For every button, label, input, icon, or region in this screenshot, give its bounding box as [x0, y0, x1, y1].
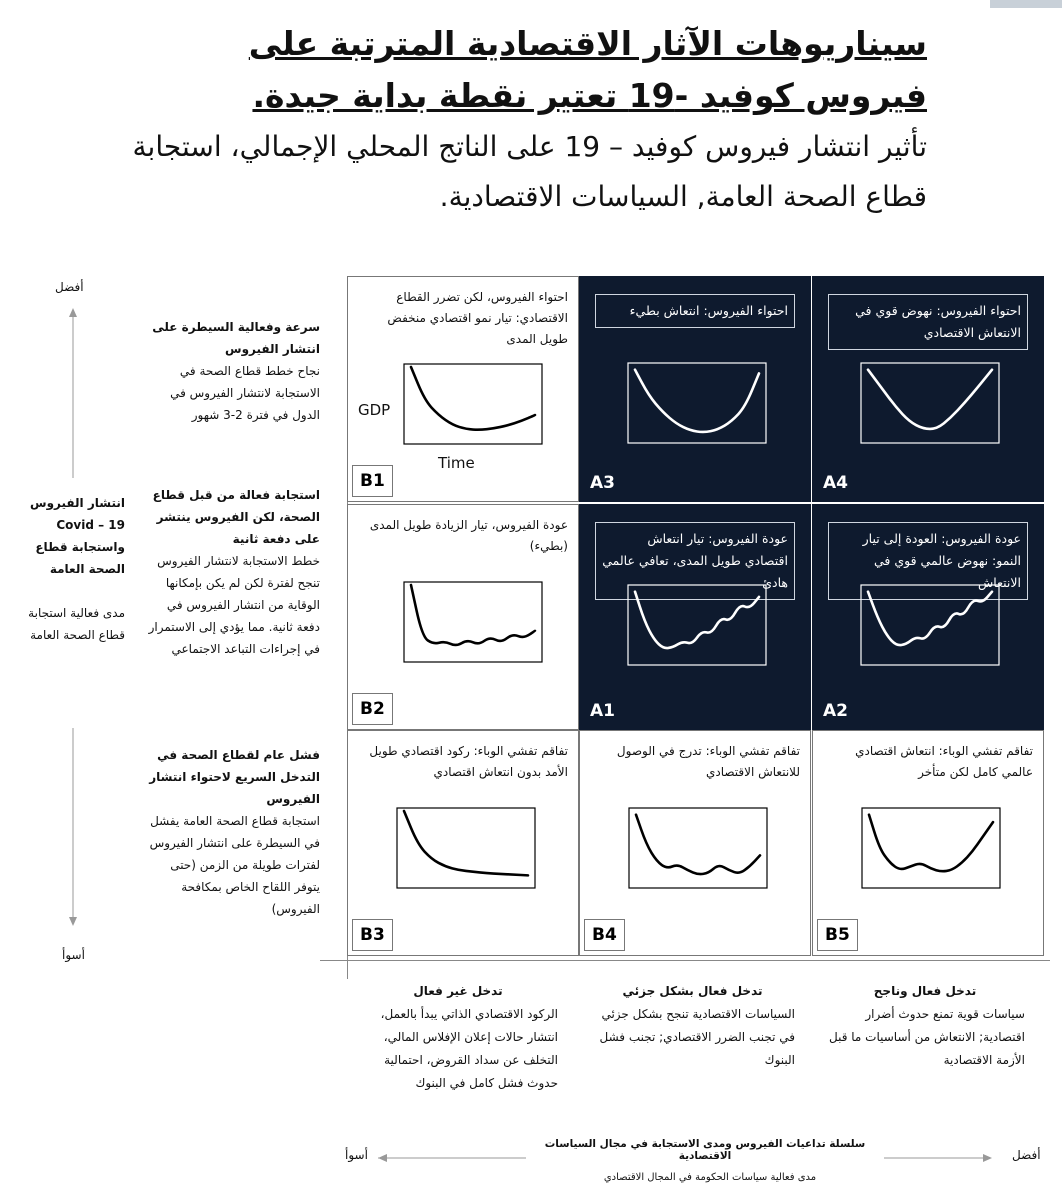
gdp-curve-chart — [628, 807, 768, 889]
row-label-2 — [145, 484, 320, 660]
row-body: استجابة قطاع الصحة العامة يفشل في السيطرة على انتشار الفيروس لفترات طويلة من الزمن (حتى يتوفر اللقاح الخاص بمكافحة الفيروس) — [149, 814, 320, 916]
chart-frame — [397, 808, 535, 888]
grid-line — [320, 960, 1050, 961]
gdp-curve-line — [636, 815, 760, 874]
gdp-curve-chart — [403, 363, 543, 445]
corner-accent — [990, 0, 1062, 8]
gdp-curve-chart — [860, 362, 1000, 444]
scenario-description: تفاقم تفشي الوباء: تدرج في الوصول للانتعاش الاقتصادي — [616, 744, 800, 779]
row-heading: استجابة فعالة من قبل قطاع الصحة، لكن الفيروس ينتشر على دفعة ثانية — [152, 488, 320, 546]
row-body: نجاح خطط قطاع الصحة في الاستجابة لانتشار الفيروس في الدول في فترة 2-3 شهور — [170, 364, 320, 422]
scenario-code: B4 — [584, 919, 625, 951]
time-axis-label: Time — [438, 454, 475, 472]
column-heading: تدخل غير فعال — [413, 984, 503, 998]
y-axis-top-label: أفضل — [55, 280, 84, 294]
scenario-code: B1 — [352, 465, 393, 497]
column-label-3 — [825, 980, 1025, 1072]
column-heading: تدخل فعال وناجح — [873, 984, 977, 998]
column-body: السياسات الاقتصادية تنجح بشكل جزئي في تجنب الضرر الاقتصادي; تجنب فشل البنوك — [599, 1007, 795, 1067]
row-heading: سرعة وفعالية السيطرة على انتشار الفيروس — [152, 320, 320, 356]
row-label-1 — [145, 316, 320, 426]
gdp-curve-line — [404, 811, 528, 875]
chart-frame — [861, 363, 999, 443]
gdp-axis-label: GDP — [358, 401, 391, 419]
scenario-cell-a1 — [579, 504, 811, 730]
row-body: خطط الاستجابة لانتشار الفيروس تنجح لفترة لكن لم يكن بإمكانها الوقاية من انتشار الفيروس في دفعة ثانية. مما يؤدي إلى الاستمرار في إجراءات التباعد الاجتماعي — [148, 554, 320, 656]
column-label-1 — [358, 980, 558, 1095]
scenario-description: تفاقم تفشي الوباء: ركود اقتصادي طويل الأمد بدون انتعاش اقتصادي — [369, 744, 568, 779]
scenario-description: عودة الفيروس: تيار انتعاش اقتصادي طويل المدى، تعافي عالمي هادئ — [595, 522, 795, 600]
y-axis-title: انتشار الفيروس Covid – 19 واستجابة قطاع الصحة العامة — [30, 496, 125, 576]
scenario-description: عودة الفيروس: العودة إلى تيار النمو: نهوض عالمي قوي في الانتعاش — [828, 522, 1028, 600]
scenario-code: B5 — [817, 919, 858, 951]
chart-frame — [404, 364, 542, 444]
column-body: الركود الاقتصادي الذاتي يبدأ بالعمل، انتشار حالات إعلان الإفلاس المالي، التخلف عن سداد القروض، احتمالية حدوث فشل كامل في البنوك — [380, 1007, 558, 1090]
scenario-description: احتواء الفيروس: انتعاش بطيء — [595, 294, 795, 328]
chart-frame — [862, 808, 1000, 888]
gdp-curve-line — [635, 592, 759, 648]
page-subtitle: تأثير انتشار فيروس كوفيد – 19 على الناتج المحلي الإجمالي، استجابة قطاع الصحة العامة, السياسات الاقتصادية. — [132, 130, 927, 213]
column-label-2 — [590, 980, 795, 1072]
scenario-cell-b1 — [347, 276, 579, 502]
row-heading: فشل عام لقطاع الصحة في التدخل السريع لاحتواء انتشار الفيروس — [149, 748, 320, 806]
scenario-cell-b2 — [347, 504, 579, 730]
scenario-cell-a3 — [579, 276, 811, 502]
scenario-cell-a4 — [812, 276, 1044, 502]
scenario-code: A3 — [583, 468, 622, 498]
gdp-curve-chart — [860, 584, 1000, 666]
scenario-cell-a2 — [812, 504, 1044, 730]
y-axis-subtitle: مدى فعالية استجابة قطاع الصحة العامة — [28, 606, 125, 642]
chart-frame — [628, 585, 766, 665]
scenario-description: تفاقم تفشي الوباء: انتعاش اقتصادي عالمي كامل لكن متأخر — [855, 744, 1033, 779]
gdp-curve-line — [411, 367, 535, 430]
scenario-description: احتواء الفيروس: نهوض قوي في الانتعاش الاقتصادي — [828, 294, 1028, 350]
gdp-curve-chart — [627, 362, 767, 444]
gdp-curve-line — [635, 370, 759, 432]
scenario-cell-b4 — [579, 730, 811, 956]
scenario-cell-b5 — [812, 730, 1044, 956]
x-axis-right-label: أفضل — [1012, 1148, 1041, 1162]
scenario-code: A1 — [583, 696, 622, 726]
scenario-description: عودة الفيروس، تيار الزيادة طويل المدى (بطيء) — [369, 518, 568, 553]
scenario-code: A4 — [816, 468, 855, 498]
gdp-curve-chart — [396, 807, 536, 889]
gdp-curve-chart — [861, 807, 1001, 889]
scenario-code: A2 — [816, 696, 855, 726]
x-axis-subtitle: مدى فعالية سياسات الحكومة في المجال الاقتصادي — [603, 1172, 817, 1183]
page-title: سيناريوهات الآثار الاقتصادية المترتبة على فيروس كوفيد -19 تعتير نقطة بداية جيدة. — [248, 24, 927, 115]
column-body: سياسات قوية تمنع حدوث أضرار اقتصادية; الانتعاش من أساسيات ما قبل الأزمة الاقتصادية — [829, 1007, 1025, 1067]
x-axis-title: سلسلة تداعيات الفيروس ومدى الاستجابة في مجال السياسات الاقتصادية — [544, 1138, 866, 1162]
y-axis-bottom-label: أسوأ — [62, 948, 85, 962]
scenario-cell-b3 — [347, 730, 579, 956]
column-heading: تدخل فعال بشكل جزئي — [622, 984, 763, 998]
x-axis-left-label: أسوأ — [345, 1148, 368, 1162]
gdp-curve-line — [868, 592, 992, 645]
gdp-curve-chart — [627, 584, 767, 666]
chart-frame — [404, 582, 542, 662]
scenario-description: احتواء الفيروس، لكن تضرر القطاع الاقتصادي: تيار نمو اقتصادي منخفض طويل المدى — [387, 290, 568, 346]
gdp-curve-chart — [403, 581, 543, 663]
scenario-code: B3 — [352, 919, 393, 951]
scenario-code: B2 — [352, 693, 393, 725]
gdp-curve-line — [411, 585, 535, 645]
gdp-curve-line — [868, 370, 992, 429]
gdp-curve-line — [869, 815, 993, 871]
row-label-3 — [145, 744, 320, 920]
